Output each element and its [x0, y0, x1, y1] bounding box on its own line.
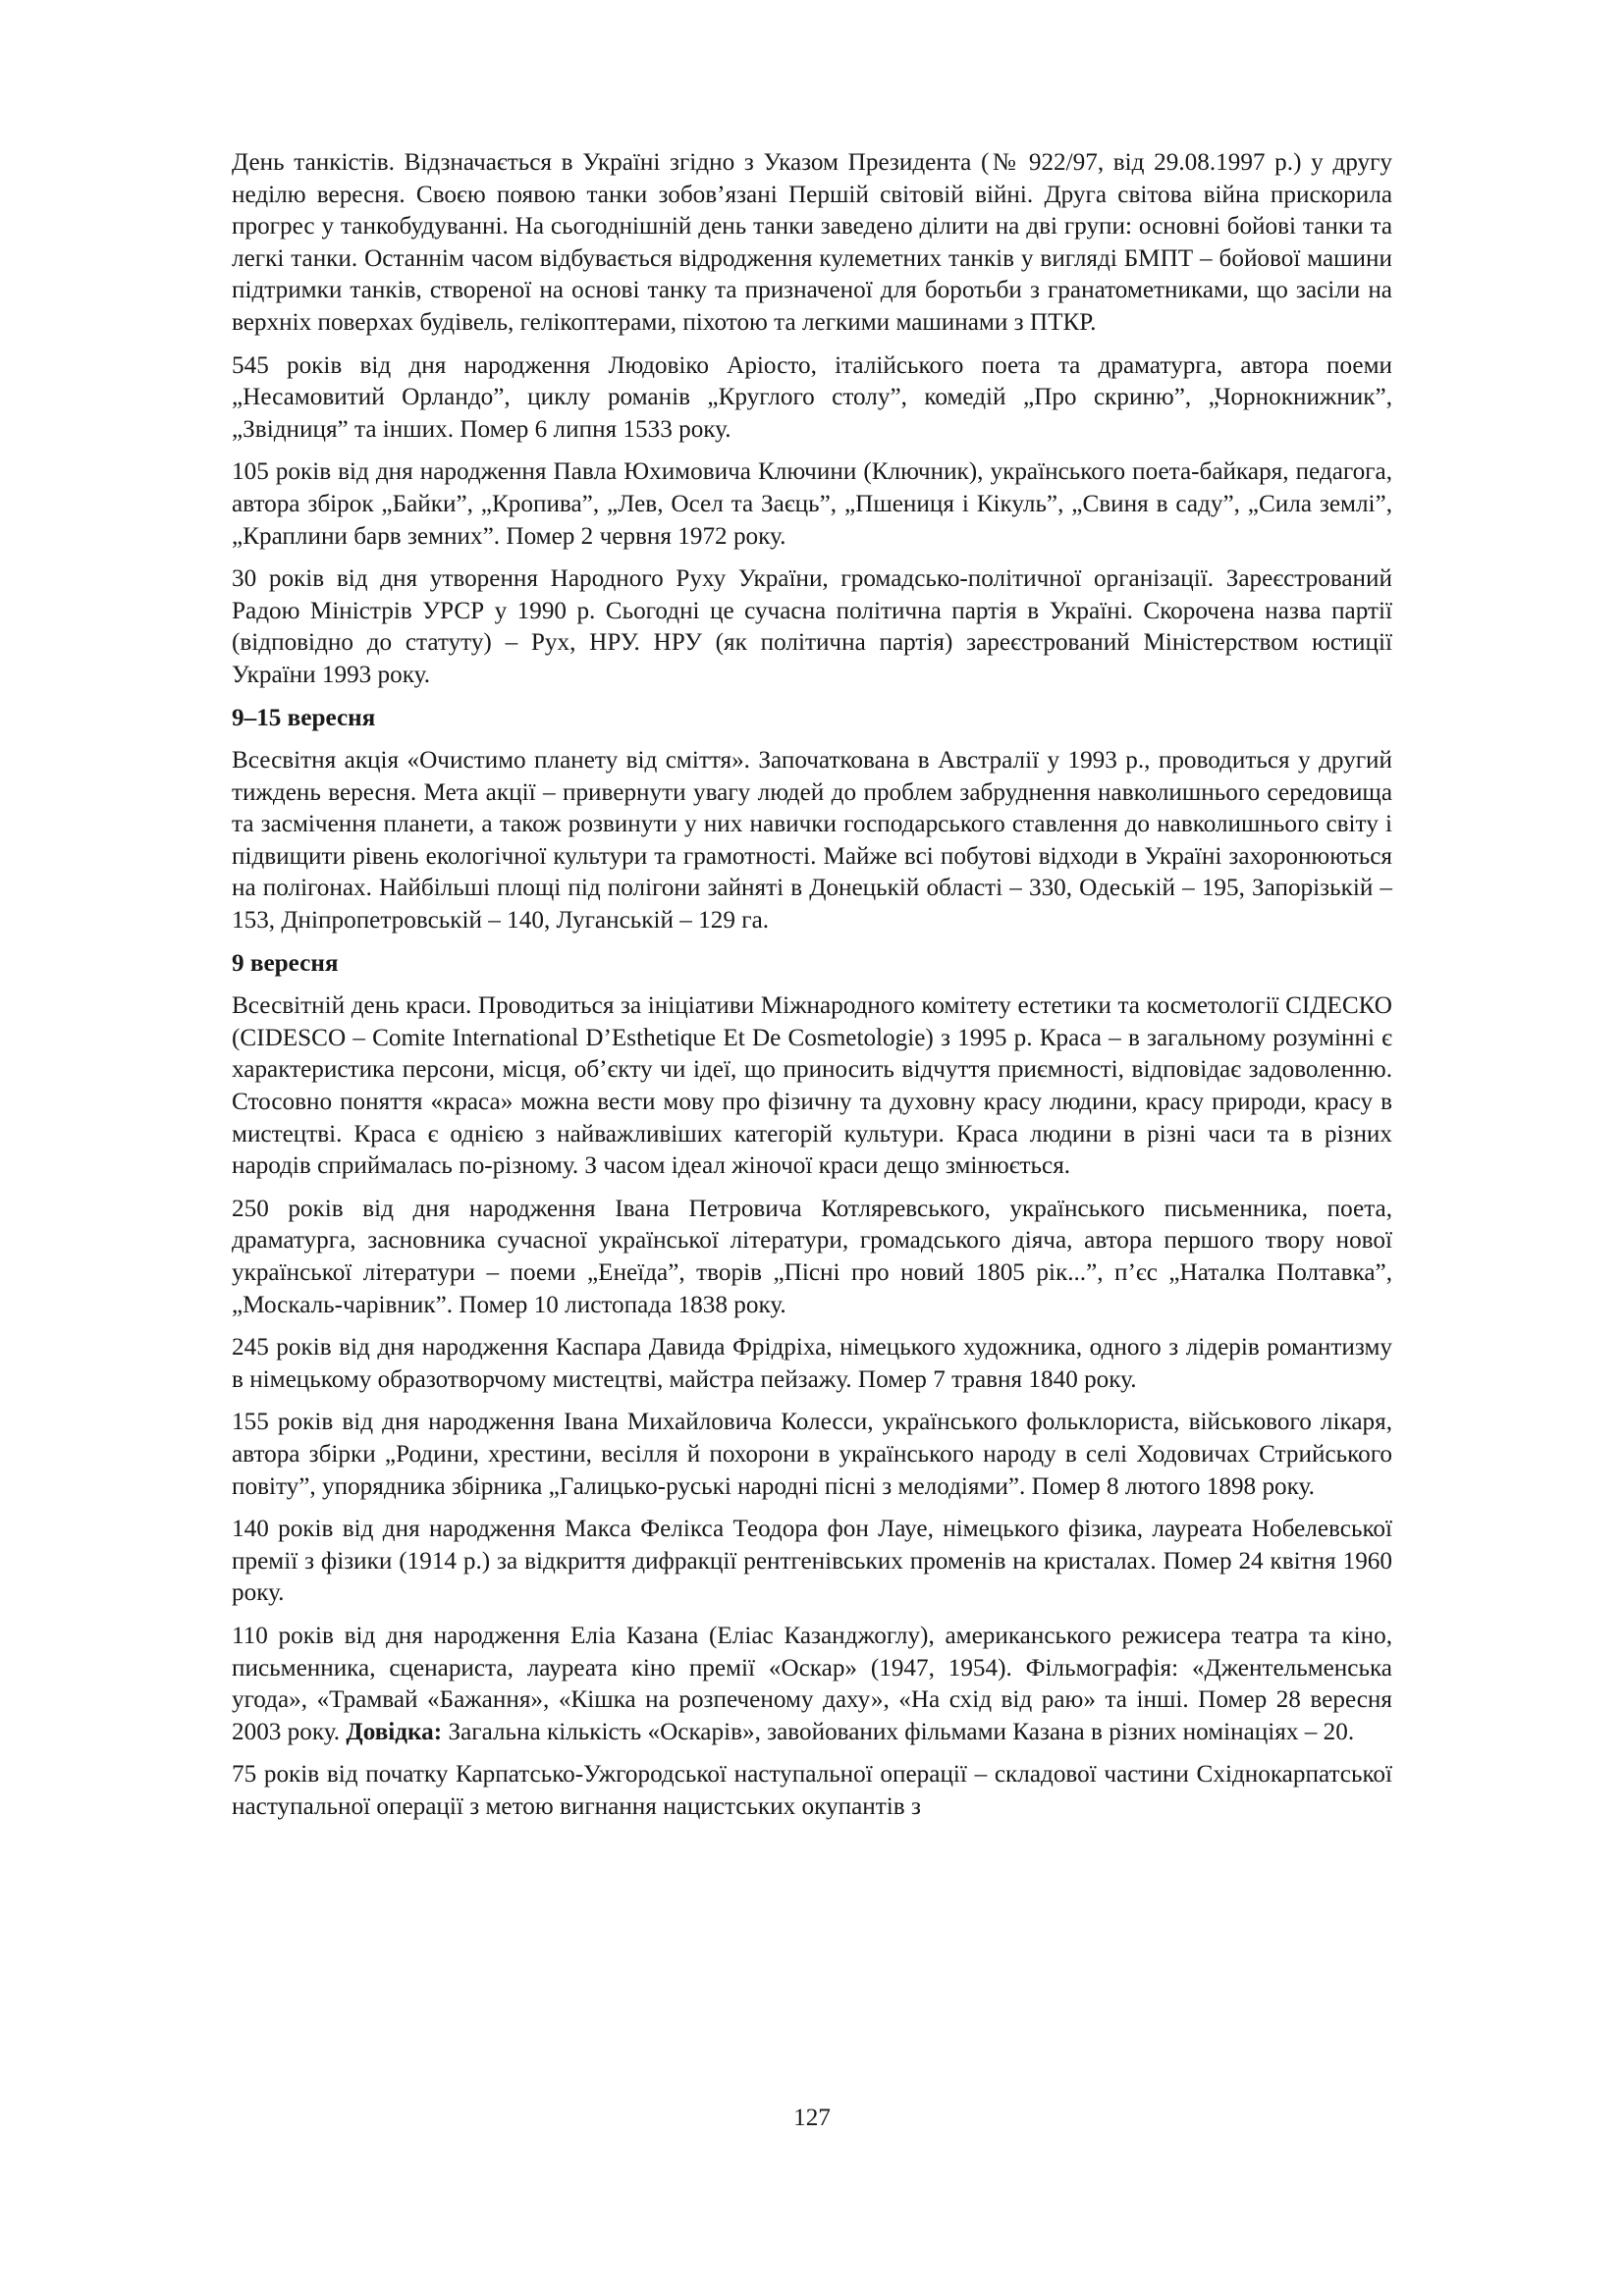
paragraph-kazan	[232, 1621, 1392, 1748]
paragraph-tank-day: День танкістів. Відзначається в Україні згідно з Указом Президента (№ 922/97, від 29.08.1997 р.) у другу неділю вересня. Своєю появою танки зобов’язані Першій світовій війні. Друга світова війна прискорила прогрес у танкобудуванні. На сьогоднішній день танки заведено ділити на дві групи: основні бойові танки та легкі танки. Останнім часом відбувається відродження кулеметних танків у вигляді БМПТ – бойової машини підтримки танків, створеної на основі танку та призначеної для боротьби з гранатометниками, що засіли на верхніх поверхах будівель, гелікоптерами, піхотою та легкими машинами з ПТКР.	[232, 149, 1392, 336]
paragraph-kotlyarevsky: 250 років від дня народження Івана Петровича Котляревського, українського письменника, поета, драматурга, засновника сучасної української літератури, громадського діяча, автора першого твору нової української літератури – поеми „Енеїда”, творів „Пісні про новий 1805 рік...”, п’єс „Наталка Полтавка”, „Москаль-чарівник”. Помер 10 листопада 1838 року.	[232, 1195, 1392, 1318]
paragraph-friedrich: 245 років від дня народження Каспара Давида Фрідріха, німецького художника, одного з лідерів романтизму в німецькому образотворчому мистецтві, майстра пейзажу. Помер 7 травня 1840 року.	[232, 1334, 1392, 1393]
note-label: Довідка:	[346, 1718, 443, 1745]
paragraph-clean-planet: Всесвітня акція «Очистимо планету від сміття». Започаткована в Австралії у 1993 р., проводиться у другий тиждень вересня. Мета акції – привернути увагу людей до проблем забруднення навколишнього середовища та засмічення планети, а також розвинути у них навички господарського ставлення до навколишнього світу і підвищити рівень екологічної культури та грамотності. Майже всі побутові відходи в Україні захоронюються на полігонах. Найбільші площі під полігони зайняті в Донецькій області – 330, Одеській – 195, Запорізькій – 153, Дніпропетровській – 140, Луганській – 129 га.	[232, 747, 1392, 934]
paragraph-kolessa: 155 років від дня народження Івана Михайловича Колесси, українського фольклориста, військового лікаря, автора збірки „Родини, хрестини, весілля й похорони в українського народу в селі Ходовичах Стрийського повіту”, упорядника збірника „Галицько-руські народні пісні з мелодіями”. Помер 8 лютого 1898 року.	[232, 1409, 1392, 1500]
date-heading-9-september: 9 вересня	[232, 949, 339, 977]
kazan-text: 110 років від дня народження Еліа Казана (Еліас Казанджоглу), американського режисера театра та кіно, письменника, сценариста, лауреата кіно премії «Оскар» (1947, 1954). Фільмографія: «Джентельменська угода», «Трамвай «Бажання», «Кішка на розпеченому даху», «На схід від раю» та інші. Помер 28 вересня 2003 року.	[232, 1622, 1392, 1745]
paragraph-beauty-day: Всесвітній день краси. Проводиться за ініціативи Міжнародного комітету естетики та косметології СІДЕСКО (CIDESCO – Comite International D’Esthetique Et De Cosmetologie) з 1995 р. Краса – в загальному розумінні є характеристика персони, місця, об’єкту чи ідеї, що приносить відчуття приємності, відповідає задоволенню. Стосовно поняття «краса» можна вести мову про фізичну та духовну красу людини, красу природи, красу в мистецтві. Краса є однією з найважливіших категорій культури. Краса людини в різні часи та в різних народів сприймалась по-різному. З часом ідеал жіночої краси дещо змінюється.	[232, 992, 1392, 1180]
date-heading-9-15-september: 9–15 вересня	[232, 704, 376, 731]
paragraph-klyuchyna: 105 років від дня народження Павла Юхимовича Ключини (Ключник), українського поета-байкаря, педагога, автора збірок „Байки”, „Кропива”, „Лев, Осел та Заєць”, „Пшениця і Кікуль”, „Свиня в саду”, „Сила землі”, „Краплини барв земних”. Помер 2 червня 1972 року.	[232, 458, 1392, 550]
note-text: Загальна кількість «Оскарів», завойованих фільмами Казана в різних номінаціях – 20.	[448, 1718, 1355, 1745]
paragraph-von-laue: 140 років від дня народження Макса Фелікса Теодора фон Лауе, німецького фізика, лауреата Нобелевської премії з фізики (1914 р.) за відкриття дифракції рентгенівських променів на кристалах. Помер 24 квітня 1960 року.	[232, 1516, 1392, 1607]
paragraph-carpathian-operation: 75 років від початку Карпатсько-Ужгородської наступальної операції – складової частини Східнокарпатської наступальної операції з метою вигнання нацистських окупантів з	[232, 1761, 1392, 1820]
paragraph-rukh: 30 років від дня утворення Народного Руху України, громадсько-політичної організації. Зареєстрований Радою Міністрів УРСР у 1990 р. Сьогодні це сучасна політична партія в Україні. Скорочена назва партії (відповідно до статуту) – Рух, НРУ. НРУ (як політична партія) зареєстрований Міністерством юстиції України 1993 року.	[232, 565, 1392, 688]
document-page	[232, 147, 1392, 1835]
paragraph-ariosto: 545 років від дня народження Людовіко Аріосто, італійського поета та драматурга, автора поеми „Несамовитий Орландо”, циклу романів „Круглого столу”, комедій „Про скриню”, „Чорнокнижник”, „Звідниця” та інших. Помер 6 липня 1533 року.	[232, 351, 1392, 443]
page-number: 127	[793, 2105, 831, 2131]
